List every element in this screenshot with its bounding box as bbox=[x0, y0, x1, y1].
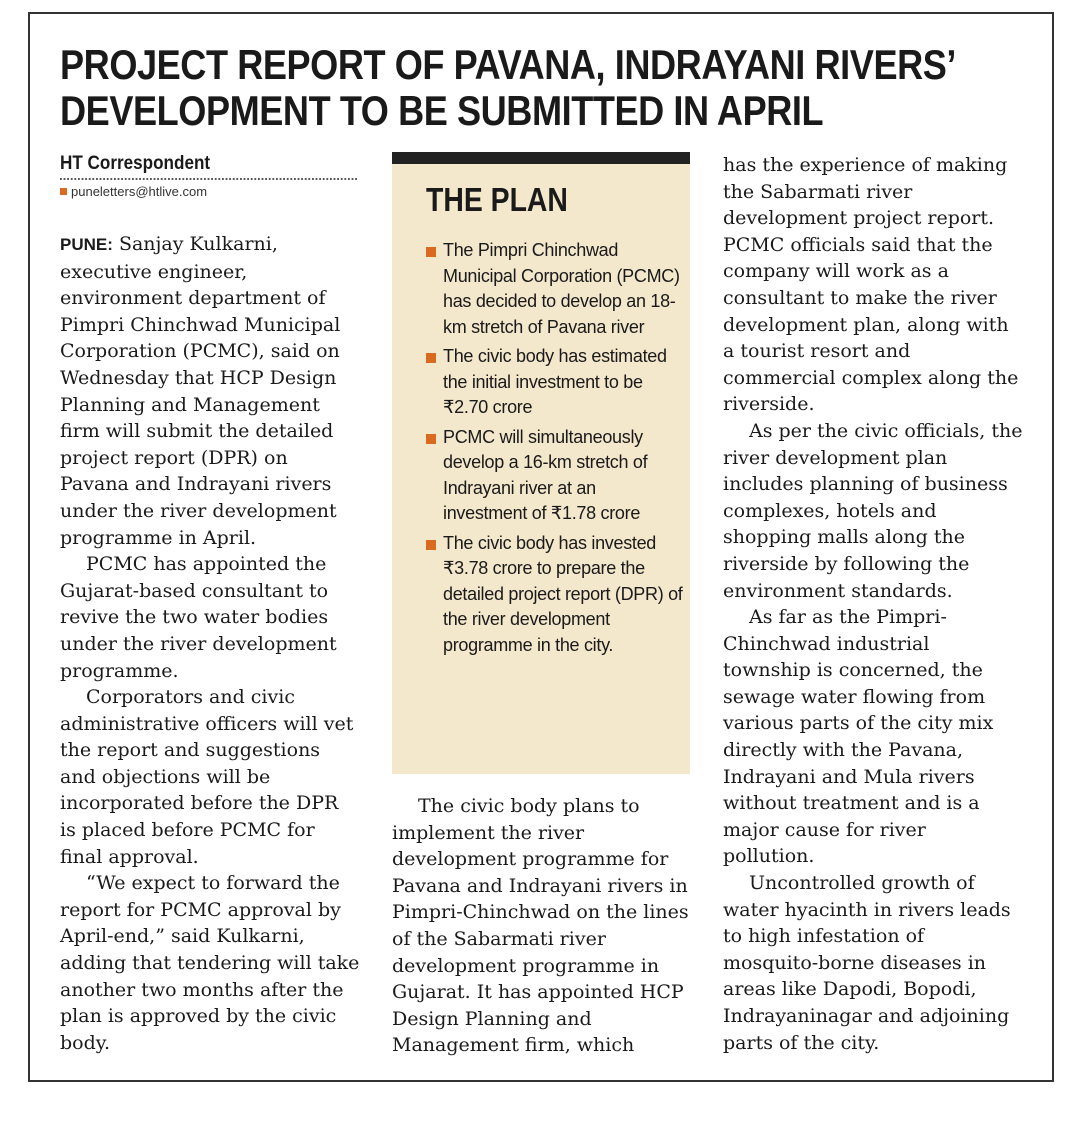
byline-author: HT Correspondent bbox=[60, 152, 357, 180]
plan-title: THE PLAN bbox=[426, 181, 568, 218]
paragraph-5: The civic body plans to implement the river development programme for Pavana and Indrayani rivers in Pimpri-Chinchwad on the lines of the Sabarmati river development programme in Gujarat. It has appointed HCP Design Planning and Management firm, which bbox=[392, 795, 689, 1057]
plan-list-item bbox=[426, 344, 688, 421]
paragraph-2: PCMC has appointed the Gujarat-based consultant to revive the two water bodies under the river development programme. bbox=[60, 553, 337, 682]
article-column-2 bbox=[392, 793, 692, 1059]
paragraph-7: As per the civic officials, the river development plan includes planning of business complexes, hotels and shopping malls along the riverside by following the environment standards. bbox=[723, 419, 1023, 602]
byline-email-row bbox=[60, 184, 358, 199]
plan-list-item bbox=[426, 425, 688, 527]
plan-item-text: The civic body has estimated the initial investment to be ₹2.70 crore bbox=[443, 346, 667, 417]
plan-item-text: The Pimpri Chinchwad Municipal Corporation (PCMC) has decided to develop an 18-km stretch of Pavana river bbox=[443, 240, 680, 337]
orange-square-bullet-icon bbox=[426, 434, 436, 444]
plan-list-item bbox=[426, 238, 688, 340]
plan-item-text: PCMC will simultaneously develop a 16-km stretch of Indrayani river at an investment of ₹1.78 crore bbox=[443, 426, 648, 523]
paragraph-9: Uncontrolled growth of water hyacinth in rivers leads to high infestation of mosquito-borne diseases in areas like Dapodi, Bopodi, Indrayaninagar and adjoining parts of the city. bbox=[723, 872, 1011, 1054]
orange-square-bullet-icon bbox=[426, 353, 436, 363]
dateline: PUNE: bbox=[60, 235, 113, 254]
orange-square-bullet-icon bbox=[60, 188, 67, 195]
paragraph-4: “We expect to forward the report for PCMC approval by April-end,” said Kulkarni, adding that tendering will take another two months after the plan is approved by the civic body. bbox=[60, 872, 360, 1054]
paragraph-6: has the experience of making the Sabarmati river development project report. PCMC officials said that the company will work as a consultant to make the river development plan, along with a tourist resort and commercial complex along the riverside. bbox=[723, 154, 1019, 416]
the-plan-sidebar bbox=[392, 152, 690, 774]
article-column-3 bbox=[723, 152, 1023, 1056]
byline bbox=[60, 152, 358, 199]
article-column-1 bbox=[60, 231, 360, 1056]
paragraph-8: As far as the Pimpri-Chinchwad industrial township is concerned, the sewage water flowing from various parts of the city mix directly with the Pavana, Indrayani and Mula rivers without treatment and is a major cause for river pollution. bbox=[723, 606, 994, 868]
article-headline: PROJECT REPORT OF PAVANA, INDRAYANI RIVERS’ DEVELOPMENT TO BE SUBMITTED IN APRIL bbox=[60, 41, 955, 134]
orange-square-bullet-icon bbox=[426, 540, 436, 550]
plan-item-text: The civic body has invested ₹3.78 crore to prepare the detailed project report (DPR) of the river development programme in the city. bbox=[443, 532, 683, 655]
plan-list-item bbox=[426, 531, 688, 659]
paragraph-3: Corporators and civic administrative officers will vet the report and suggestions and objections will be incorporated before the DPR is placed before PCMC for final approval. bbox=[60, 686, 354, 868]
plan-list bbox=[426, 238, 688, 662]
paragraph-1 bbox=[60, 231, 360, 551]
paragraph-1-text: Sanjay Kulkarni, executive engineer, environment department of Pimpri Chinchwad Municipal Corporation (PCMC), said on Wednesday that HCP Design Planning and Management firm will submit the detailed project report (DPR) on Pavana and Indrayani rivers under the river development programme in April. bbox=[60, 233, 341, 549]
orange-square-bullet-icon bbox=[426, 247, 436, 257]
byline-email: puneletters@htlive.com bbox=[71, 184, 208, 199]
